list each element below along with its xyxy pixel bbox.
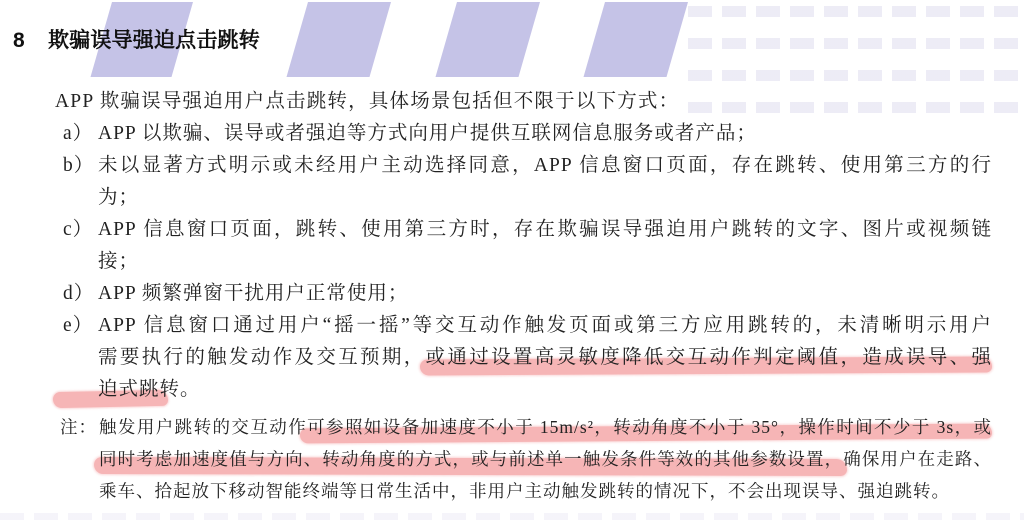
decorative-stripe [286, 2, 391, 77]
intro-paragraph: APP 欺骗误导强迫用户点击跳转，具体场景包括但不限于以下方式： [55, 91, 680, 112]
item-line: APP 频繁弹窗干扰用户正常使用； [98, 283, 409, 304]
note-line: 触发用户跳转的交互动作可参照如设备加速度不小于 15m/s²，转动角度不小于 35°，操作时间不少于 3s，或 [99, 411, 992, 443]
watermark-pattern [0, 507, 1024, 520]
clause-list [0, 118, 1024, 406]
note-label: 注： [60, 417, 97, 437]
section-number: 8 [13, 29, 25, 52]
item-label: d） [63, 283, 95, 304]
item-line: 为； [98, 187, 140, 208]
list-item-a [0, 118, 1024, 150]
note-paragraph [0, 411, 1024, 507]
item-line: 迫式跳转。 [98, 374, 992, 406]
list-item-e [0, 310, 1024, 406]
item-label: e） [63, 315, 94, 336]
item-line: APP 信息窗口通过用户“摇一摇”等交互动作触发页面或第三方应用跳转的，未清晰明示用户 [98, 315, 992, 336]
item-line: 接； [98, 251, 140, 272]
list-item-c [0, 214, 1024, 278]
item-line: 未以显著方式明示或未经用户主动选择同意，APP 信息窗口页面，存在跳转、使用第三方的行 [98, 155, 992, 176]
list-item-b [0, 150, 1024, 214]
list-item-d [0, 278, 1024, 310]
item-label: c） [63, 219, 94, 240]
item-label: a） [63, 123, 94, 144]
section-heading [13, 24, 260, 54]
decorative-stripe [435, 2, 540, 77]
watermark-pattern [688, 0, 1024, 113]
item-line: APP 信息窗口页面，跳转、使用第三方时，存在欺骗误导强迫用户跳转的文字、图片或视频链 [98, 219, 992, 240]
note-line: 同时考虑加速度值与方向、转动角度的方式，或与前述单一触发条件等效的其他参数设置，确保用户在走路、 [99, 443, 992, 475]
item-label: b） [63, 155, 95, 176]
note-line: 乘车、拾起放下移动智能终端等日常生活中，非用户主动触发跳转的情况下，不会出现误导、强迫跳转。 [99, 481, 950, 501]
section-title: 欺骗误导强迫点击跳转 [47, 29, 260, 52]
item-line: 需要执行的触发动作及交互预期，或通过设置高灵敏度降低交互动作判定阈值，造成误导、强 [98, 342, 992, 374]
item-line: APP 以欺骗、误导或者强迫等方式向用户提供互联网信息服务或者产品； [98, 123, 757, 144]
decorative-stripe [583, 2, 688, 77]
